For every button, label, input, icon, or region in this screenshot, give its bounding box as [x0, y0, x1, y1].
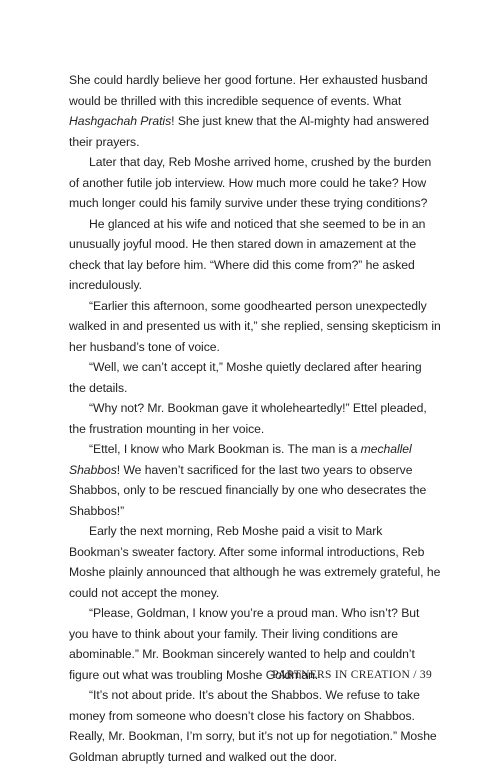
paragraph-1	[69, 70, 441, 152]
paragraph-3	[69, 214, 441, 296]
paragraph-7-text-2: ! We haven’t sacrificed for the last two years to observe Shabbos, only to be rescued financially by one who desecrates the Shabbos!”	[69, 462, 427, 518]
paragraph-10	[69, 685, 441, 767]
paragraph-4-text: “Earlier this afternoon, some goodhearted person unexpectedly walked in and presented us with it,” she replied, sensing skepticism in her husband’s tone of voice.	[69, 298, 441, 354]
running-footer: PARTNERS IN CREATION / 39	[272, 669, 432, 681]
paragraph-1-text-2: ! She just knew that the Al-mighty had answered their prayers.	[69, 114, 429, 149]
paragraph-2-text: Later that day, Reb Moshe arrived home, crushed by the burden of another futile job interview. How much more could he take? How much longer could his family survive under these trying conditions?	[69, 155, 432, 210]
paragraph-1-italic-term: Hashgachah Pratis	[69, 114, 172, 128]
paragraph-1-text-1: She could hardly believe her good fortune. Her exhausted husband would be thrilled with this incredible sequence of events. What	[69, 73, 428, 108]
paragraph-2	[69, 152, 441, 214]
paragraph-6	[69, 398, 441, 439]
paragraph-8	[69, 521, 441, 603]
paragraph-7-italic-term: mechallel Shabbos	[69, 442, 412, 477]
paragraph-7-text-1: “Ettel, I know who Mark Bookman is. The man is a	[89, 442, 361, 456]
page-body	[69, 70, 441, 767]
paragraph-6-text: “Why not? Mr. Bookman gave it wholeheartedly!” Ettel pleaded, the frustration mounting in her voice.	[69, 401, 427, 436]
paragraph-4	[69, 296, 441, 358]
paragraph-5	[69, 357, 441, 398]
paragraph-7	[69, 439, 441, 521]
paragraph-3-text: He glanced at his wife and noticed that she seemed to be in an unusually joyful mood. He then stared down in amazement at the check that lay before him. “Where did this come from?” he asked incredulously.	[69, 216, 426, 292]
paragraph-9-text: “Please, Goldman, I know you’re a proud man. Who isn’t? But you have to think about your family. Their living conditions are abominable.” Mr. Bookman sincerely wanted to help and couldn’t figure out what was troubling Moshe Goldman.	[69, 606, 420, 682]
paragraph-10-text: “It’s not about pride. It’s about the Shabbos. We refuse to take money from someone who doesn’t close his factory on Shabbos. Really, Mr. Bookman, I’m sorry, but it’s not up for negotiation.” Moshe Goldman abruptly turned and walked out the door.	[69, 688, 437, 764]
paragraph-8-text: Early the next morning, Reb Moshe paid a visit to Mark Bookman’s sweater factory. After some informal introductions, Reb Moshe plainly announced that although he was extremely grateful, he could not accept the money.	[69, 524, 441, 600]
paragraph-5-text: “Well, we can’t accept it,” Moshe quietly declared after hearing the details.	[69, 360, 422, 395]
